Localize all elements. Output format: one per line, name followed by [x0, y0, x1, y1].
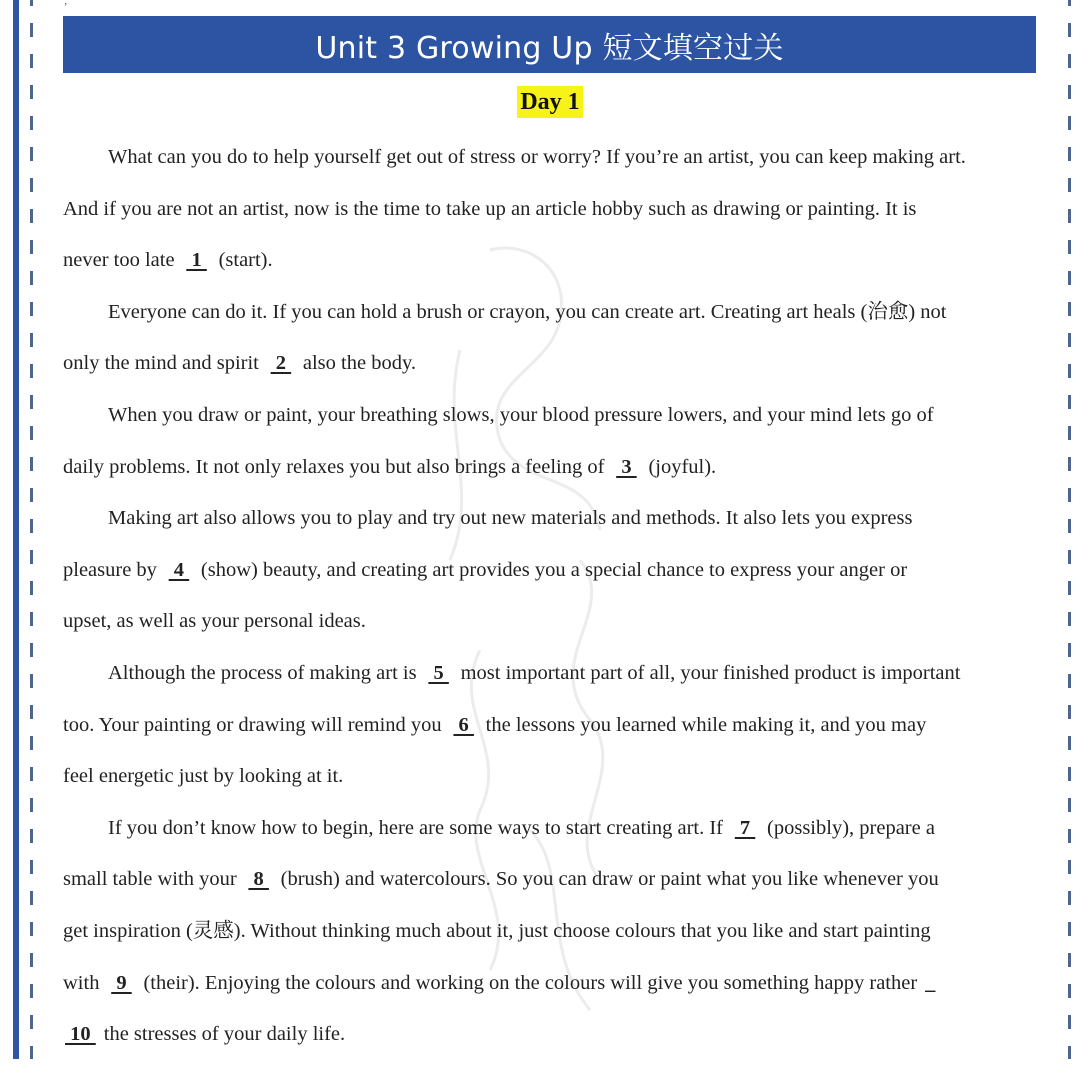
- passage-text: (start).: [218, 249, 273, 272]
- title-banner: [63, 16, 1036, 73]
- blank-4[interactable]: 4: [168, 558, 190, 581]
- passage-line: [63, 291, 1043, 343]
- passage-line: [63, 910, 1043, 962]
- cloze-passage: [63, 136, 1043, 1065]
- passage-text: (possibly), prepare a: [767, 816, 935, 839]
- day-label: Day 1: [517, 86, 582, 118]
- passage-text: also the body.: [302, 352, 416, 375]
- left-dashed-border: [30, 0, 33, 1059]
- passage-line: [63, 962, 1043, 1014]
- passage-line: [63, 755, 1043, 807]
- passage-text: the lessons you learned while making it, and you may: [485, 713, 927, 736]
- passage-text: If you don’t know how to begin, here are some ways to start creating art. If: [108, 816, 724, 839]
- passage-text: with: [63, 971, 100, 994]
- passage-line: [63, 136, 1043, 188]
- passage-text: only the mind and spirit: [63, 352, 259, 375]
- passage-text: (their). Enjoying the colours and working on the colours will give you something happy rather: [143, 971, 918, 994]
- passage-line: [63, 807, 1043, 859]
- left-border-bar: [13, 0, 19, 1059]
- passage-line: [63, 239, 1043, 291]
- passage-text: When you draw or paint, your breathing slows, your blood pressure lowers, and your mind lets go of: [108, 403, 934, 426]
- passage-text: feel energetic just by looking at it.: [63, 765, 344, 788]
- passage-text: Although the process of making art is: [108, 661, 417, 684]
- top-mark: ’: [64, 2, 68, 13]
- blank-3[interactable]: 3: [616, 455, 637, 478]
- blank-8[interactable]: 8: [248, 868, 269, 891]
- right-dashed-border: [1068, 0, 1071, 1059]
- passage-text: the stresses of your daily life.: [103, 1023, 346, 1046]
- passage-text: daily problems. It not only relaxes you but also brings a feeling of: [63, 455, 605, 478]
- passage-text: most important part of all, your finished product is important: [460, 661, 961, 684]
- passage-line: [63, 446, 1043, 498]
- blank-6[interactable]: 6: [453, 713, 474, 736]
- blank-2[interactable]: 2: [270, 352, 292, 375]
- passage-text: And if you are not an artist, now is the time to take up an article hobby such as drawing or painting. It is: [63, 197, 917, 220]
- passage-text: (joyful).: [648, 455, 717, 478]
- passage-text: (show) beauty, and creating art provides you a special chance to express your anger or: [200, 558, 908, 581]
- passage-line: [63, 188, 1043, 240]
- blank-10[interactable]: 10: [65, 1023, 96, 1046]
- page-title: Unit 3 Growing Up 短文填空过关: [315, 30, 784, 66]
- passage-text: too. Your painting or drawing will remind you: [63, 713, 442, 736]
- passage-line: [63, 858, 1043, 910]
- passage-line: [63, 652, 1043, 704]
- passage-text: upset, as well as your personal ideas.: [63, 610, 366, 633]
- passage-text: never too late: [63, 249, 175, 272]
- passage-text: small table with your: [63, 868, 237, 891]
- passage-line: [63, 600, 1043, 652]
- passage-text: What can you do to help yourself get out of stress or worry? If you’re an artist, you can keep making art.: [108, 146, 966, 168]
- passage-line: [63, 394, 1043, 446]
- passage-line: [63, 1013, 1043, 1065]
- blank-10-start[interactable]: _: [925, 971, 936, 994]
- passage-line: [63, 704, 1043, 756]
- passage-line: [63, 549, 1043, 601]
- section-header: [0, 86, 1080, 118]
- passage-line: [63, 497, 1043, 549]
- blank-7[interactable]: 7: [734, 816, 756, 839]
- passage-text: get inspiration (灵感). Without thinking much about it, just choose colours that you like and start painting: [63, 919, 931, 942]
- passage-text: pleasure by: [63, 558, 157, 581]
- passage-text: Everyone can do it. If you can hold a brush or crayon, you can create art. Creating art heals (治愈) not: [108, 300, 947, 323]
- blank-5[interactable]: 5: [428, 661, 449, 684]
- blank-1[interactable]: 1: [186, 249, 207, 272]
- blank-9[interactable]: 9: [111, 971, 132, 994]
- passage-text: (brush) and watercolours. So you can draw or paint what you like whenever you: [280, 868, 939, 891]
- passage-line: [63, 342, 1043, 394]
- passage-text: Making art also allows you to play and try out new materials and methods. It also lets you express: [108, 507, 913, 530]
